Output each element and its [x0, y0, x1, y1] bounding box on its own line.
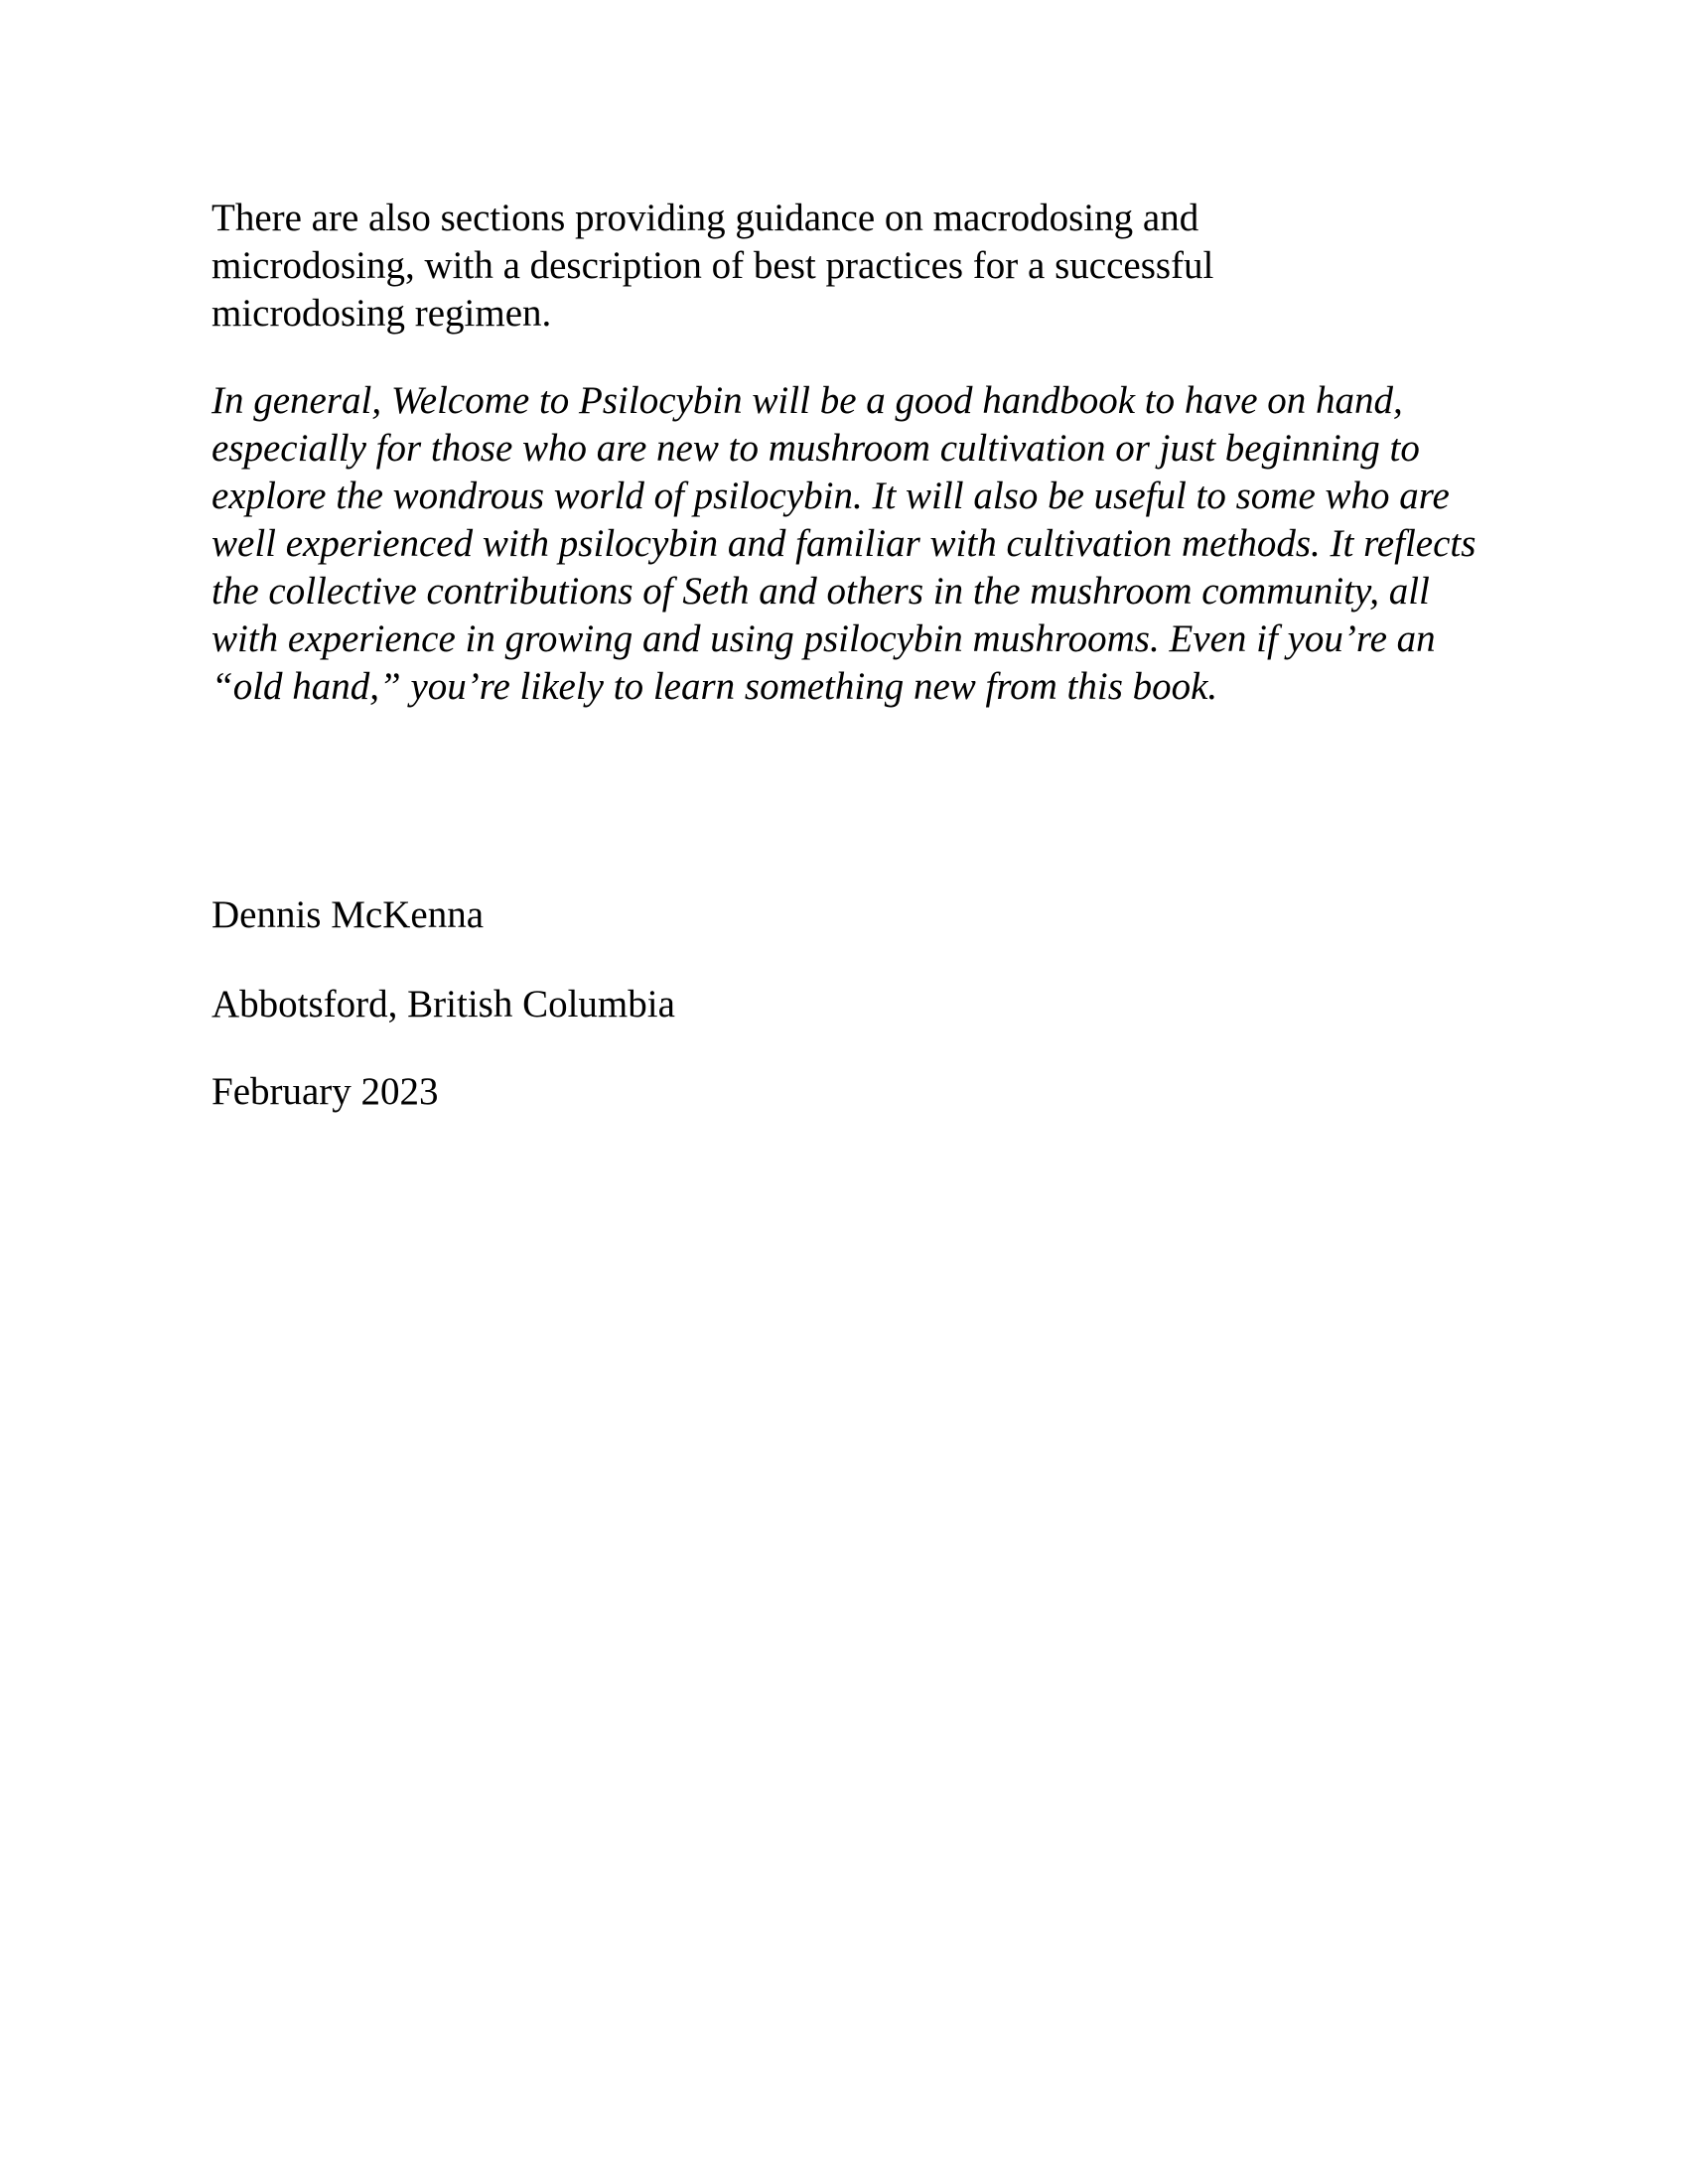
document-page: [211, 195, 1492, 1113]
signature-name: Dennis McKenna: [211, 893, 485, 936]
signature-date: February 2023: [211, 1070, 439, 1113]
italic-paragraph: In general, Welcome to Psilocybin will be a good handbook to have on hand, especially for those who are new to mushroom cultivation or just beginning to explore the wondrous world of psilocybin. It will also be useful to some who are well experienced with psilocybin and familiar with cultivation methods. It reflects the collective contributions of Seth and others in the mushroom community, all with experience in growing and using psilocybin mushrooms. Even if you’re an “old hand,” you’re likely to learn something new from this book.: [211, 379, 1477, 708]
body-paragraph: There are also sections providing guidance on macrodosing and microdosing, with a description of best practices for a successful microdosing regimen.: [211, 197, 1214, 335]
signature-place: Abbotsford, British Columbia: [211, 983, 675, 1025]
